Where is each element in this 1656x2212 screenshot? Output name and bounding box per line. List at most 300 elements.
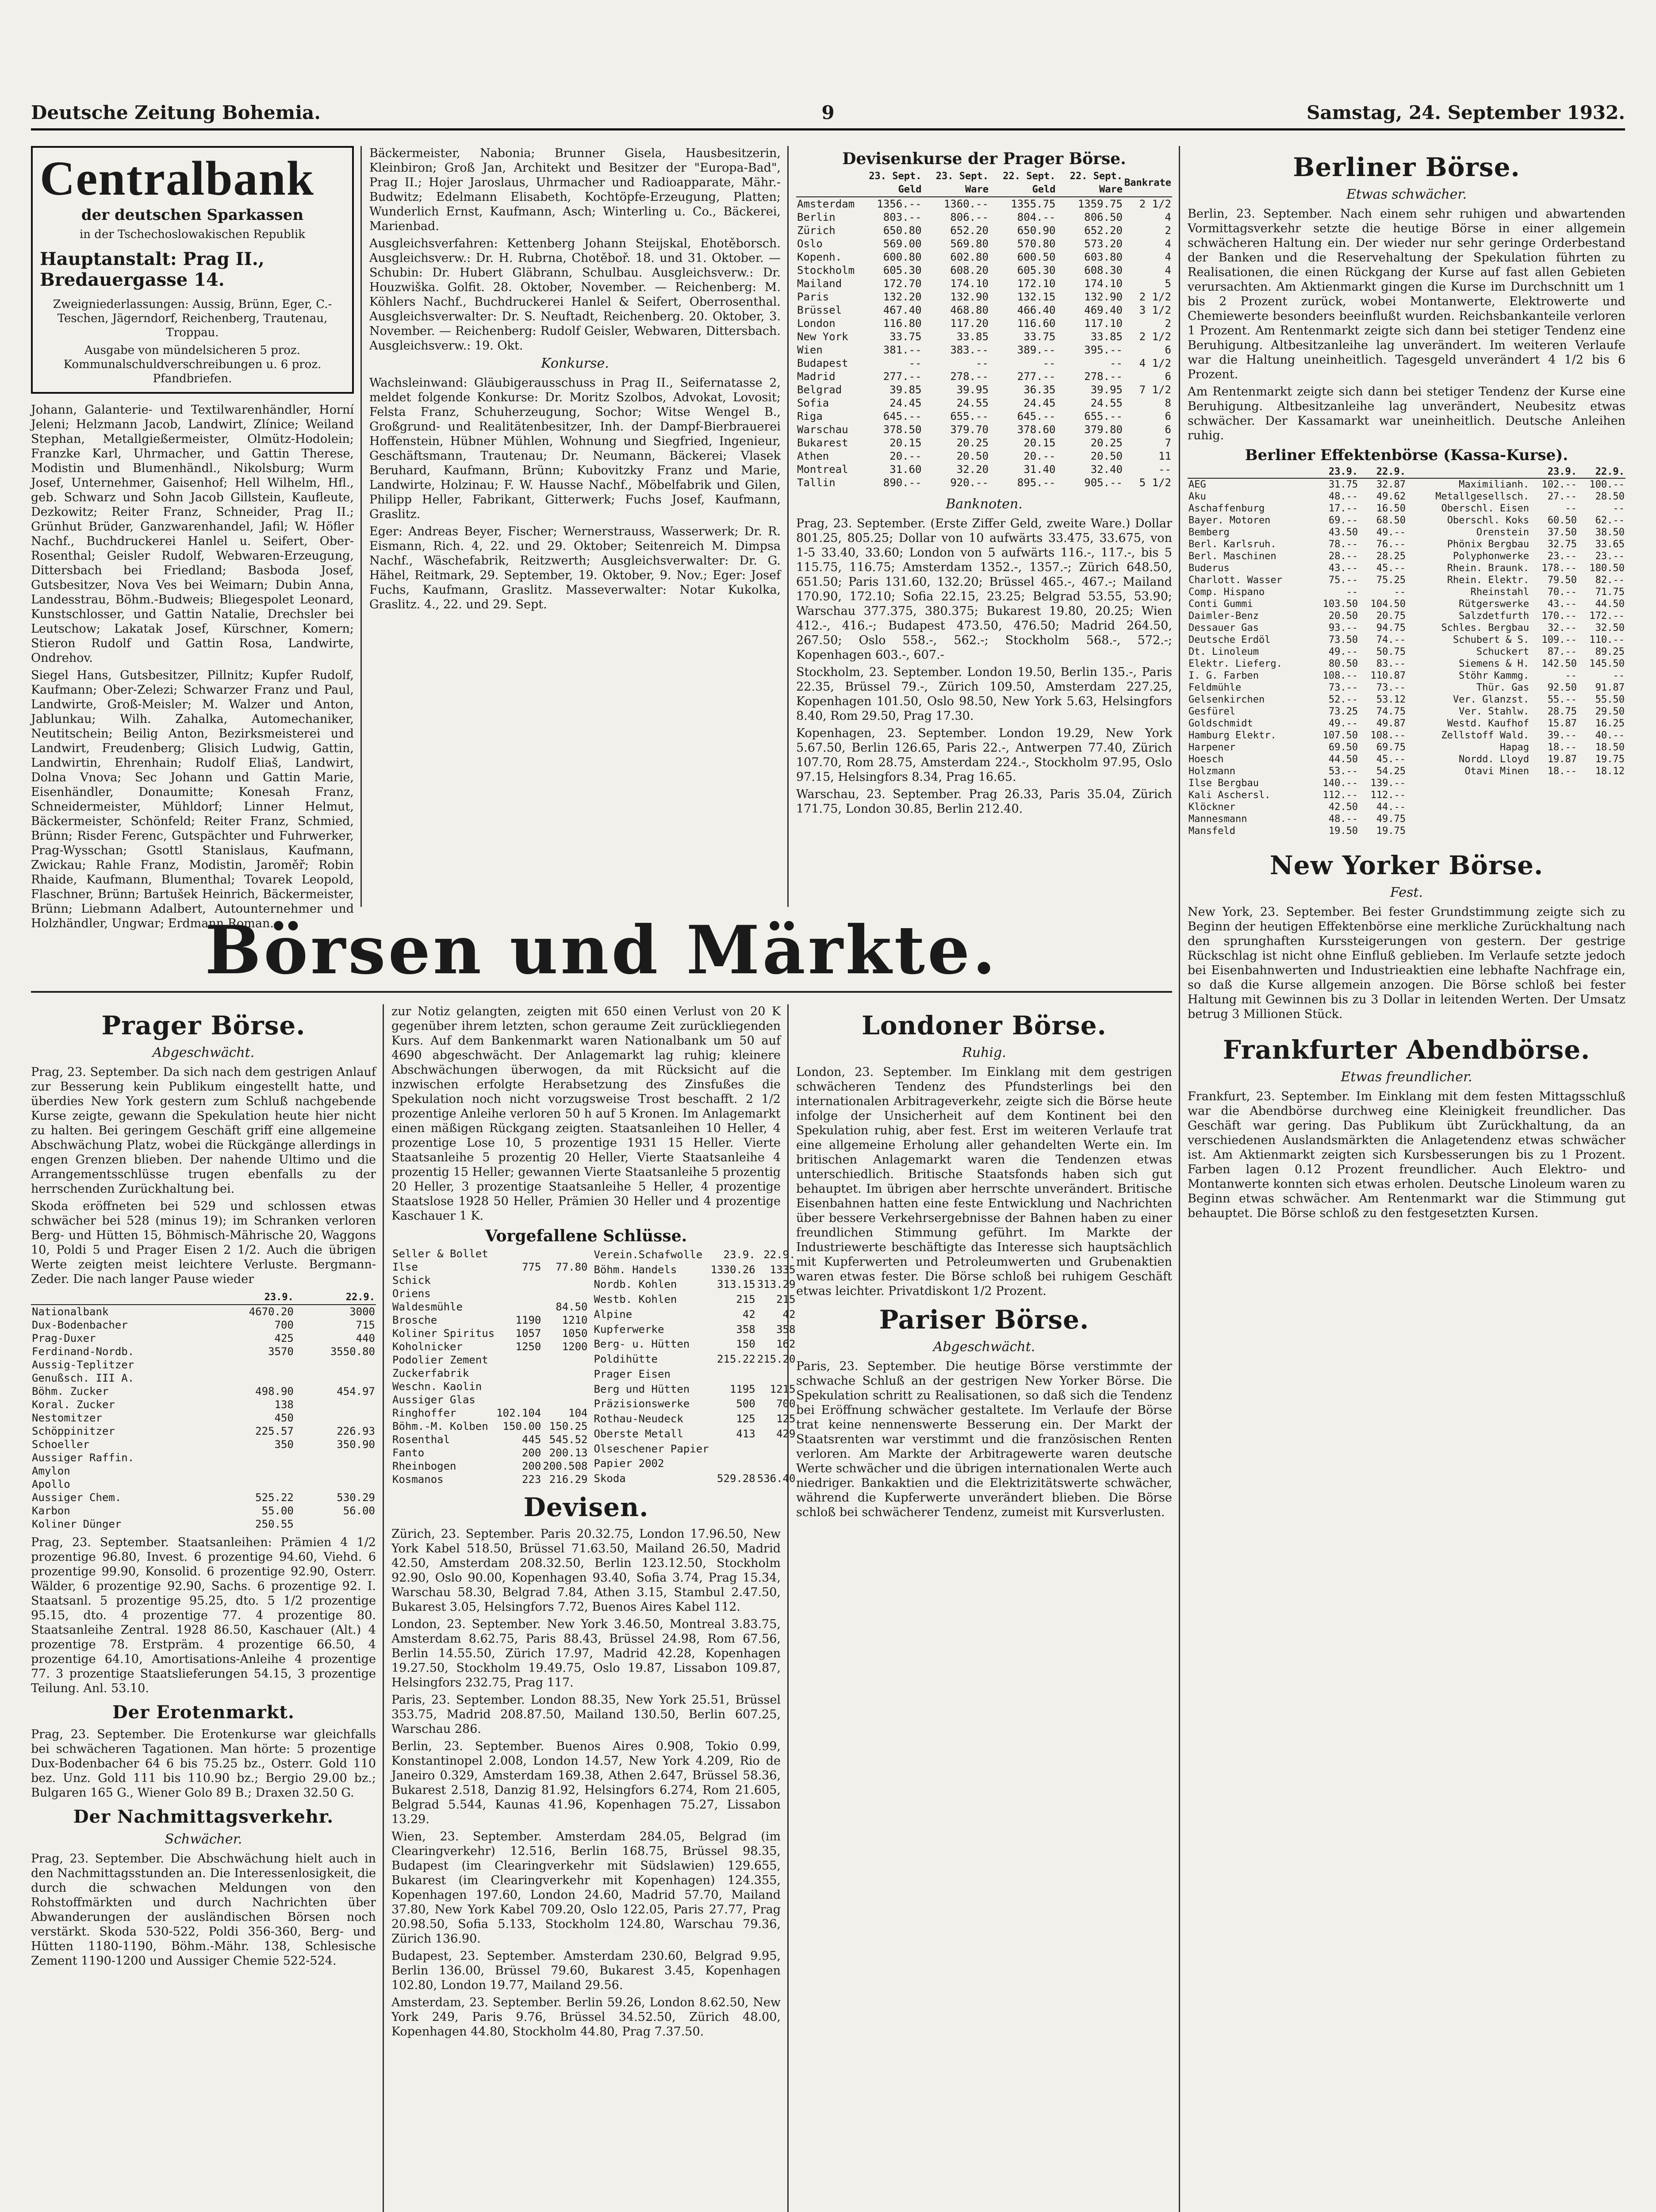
table-cell: 2 1/2 [1139,330,1171,343]
table-cell: 54.25 [1376,766,1406,777]
column-header [31,1291,213,1305]
pariser-sub: Abgeschwächt. [933,1339,1035,1355]
table-cell: Feldmühle [1188,682,1242,693]
table-cell [542,1353,588,1367]
devisen-text: Berlin, 23. September. Buenos Aires 0.908, Tokio 0.99, Konstantinopel 2.008, London 14.57, New York 4.209, Rio de Janeiro 0.329, Amsterdam 169.38, Athen 2.647, Brüssel 58.36, Bukarest 2.518, Danzig 81.92, Helsingfors 6.274, Rom 21.605, Belgrad 5.544, Kaunas 41.96, Kopenhagen 75.27, Lissabon 13.29. [391,1740,781,1826]
nachmittag-text: Prag, 23. September. Die Abschwächung hielt auch in den Nachmittagsstunden an. Die Interessenlosigkeit, die durch die schwachen Meldungen von den Rohstoffmärkten und durch Nachrichten über Abwanderungen der ausländischen Börsen noch verstärkt. Skoda 530-522, Poldi 356-360, Berg- und Hütten 1180-1190, Böhm.-Mähr. 138, Schlesische Zement 1190-1200 und Aussiger Chemie 522-524. [31,1852,376,1968]
table-cell: Holzmann [1188,766,1235,777]
table-cell: 49.-- [1328,718,1358,729]
ad-subtitle: der deutschen Sparkassen [81,206,304,224]
table-cell: Aschaffenburg [1188,503,1265,514]
vorgefallene3-row [593,1397,797,1412]
table-cell: 3550.80 [330,1345,375,1358]
table-cell: Zuckerfabrik [392,1367,469,1379]
table-cell: 602.80 [950,251,989,263]
table-cell: Hapag [1499,742,1530,753]
table-cell: Amylon [32,1465,70,1477]
table-cell: 19.75 [1595,754,1625,765]
table-cell [295,1371,376,1385]
table-cell: -- [1346,587,1358,598]
table-cell: 83.-- [1376,658,1406,669]
table-cell: Prag-Duxer [32,1332,96,1344]
table-cell: 277.-- [883,370,922,383]
column-header: Bankrate [1123,170,1172,197]
effekten-row [1188,586,1625,598]
table-cell: 24.45 [1024,397,1056,409]
table-cell: 77.80 [556,1261,588,1273]
table-cell: 378.50 [883,423,922,436]
effekten-row [1188,610,1625,622]
devisenkurse-row [796,410,1172,423]
table-cell: 1360.-- [943,198,989,210]
table-cell: 53.-- [1328,766,1358,777]
devisen-text: Zürich, 23. September. Paris 20.32.75, London 17.96.50, New York Kabel 518.50, Brüssel 71.63.50, Mailand 26.50, Madrid 42.50, Amsterdam 208.32.50, Berlin 123.12.50, Stockholm 92.90, Oslo 90.00, Kopenhagen 93.40, Sofia 3.74, Prag 15.34, Warschau 58.30, Belgrad 7.84, Athen 3.15, Stambul 2.47.50, Bukarest 3.05, Helsingfors 7.72, Buenos Aires Kabel 112. [391,1527,781,1614]
table-cell: 7 [1165,437,1171,449]
table-cell: Ilse Bergbau [1188,778,1259,789]
table-cell: Comp. Hispano [1188,587,1265,598]
vorgefallene2-row [391,1300,589,1313]
vorgefallene2-row [391,1433,589,1446]
table-cell: 804.-- [1017,211,1056,223]
table-cell: 172.10 [1017,277,1056,290]
ad-bank-name: Centralbank [40,151,314,205]
table-cell: 33.85 [956,330,989,343]
column-3-top [796,146,1172,907]
effekten-row [1188,825,1625,837]
ad-footer: Ausgabe von mündelsicheren 5 proz. Kommunalschuldverschreibungen u. 6 proz. Pfandbriefen. [63,344,322,385]
table-cell [495,1393,542,1406]
text-block: Eger: Andreas Beyer, Fischer; Wernerstrauss, Wasserwerk; Dr. R. Eismann, Rich. 4, 22. und 29. Oktober; Seitenreich M. Dimpsa Nachf., Wäschefabrik, Reitzwerth; Ausgleichsverwalter: Dr. G. Hähel, Reitmark, 29. September, 19. Oktober, 9. Nov.; Eger: Josef Fuchs, Kaufmann, Graslitz. Masseverwalter: Notar Kukolka, Graslitz. 4., 22. und 29. Sept. [369,525,781,611]
table-cell: 525.22 [255,1491,294,1504]
table-cell: 445 [521,1433,541,1446]
table-cell [710,1367,756,1382]
table-cell: Poldihütte [594,1353,658,1366]
table-cell: 603.80 [1084,251,1123,263]
table-cell: 39.-- [1547,730,1577,741]
table-cell: Sofia [797,397,829,409]
effekten-row [1188,658,1625,670]
table-cell: Stockholm [797,264,855,276]
column-rule [1179,146,1180,2212]
londoner-title: Londoner Börse. [862,1010,1107,1041]
table-cell: Ver. Glanzst. [1453,694,1530,705]
table-cell: 108.-- [1322,670,1358,681]
table-cell: 215 [776,1293,796,1306]
table-cell: 16.50 [1376,503,1406,514]
table-cell: 78.-- [1328,539,1358,550]
table-cell [1407,825,1530,837]
table-cell: 803.-- [883,211,922,223]
table-cell: 40.-- [1595,730,1625,741]
table-cell: 4 [1165,238,1171,250]
table-cell: 17.-- [1328,503,1358,514]
table-cell: 89.25 [1595,646,1625,657]
table-cell [710,1456,756,1471]
table-cell: 250.55 [255,1518,294,1530]
table-cell [1407,801,1530,813]
column-header [796,170,855,197]
table-cell: 29.50 [1595,706,1625,717]
table-cell: 3000 [349,1306,375,1318]
table-cell [1530,789,1578,801]
table-cell: Prager Eisen [594,1367,671,1380]
table-cell: Dux-Bodenbacher [32,1319,128,1331]
table-cell: 600.80 [883,251,922,263]
table-cell: 20.15 [1024,437,1056,449]
table-cell: Schuckert [1476,646,1530,657]
table-cell: 32.50 [1595,622,1625,634]
ausland-text: Stockholm, 23. September. London 19.50, Berlin 135.-, Paris 22.35, Brüssel 79.-, Zürich 109.50, Amsterdam 227.25, Kopenhagen 101.50, Oslo 98.50, New York 5.63, Helsingfors 8.40, Rom 29.50, Prag 17.30. [796,665,1172,723]
vorgefallene3-row [593,1352,797,1367]
devisen-text: Wien, 23. September. Amsterdam 284.05, Belgrad (im Clearingverkehr) 12.516, Berlin 168.75, Brüssel 98.35, Budapest (im Clearingverkehr mit Südslawien) 129.655, Bukarest (im Clearingverkehr mit Kopenhagen) 124.355, Kopenhagen 197.60, London 24.60, Madrid 57.70, Mailand 37.80, New York Kabel 709.20, Oslo 122.05, Paris 27.77, Prag 20.98.50, Sofia 5.133, Stockholm 124.80, Warschau 79.36, Zürich 136.90. [391,1830,781,1946]
vorgefallene2-row [391,1353,589,1367]
table-cell: Böhm.-M. Kolben [392,1420,488,1432]
vorgefallene3-row [593,1247,797,1262]
berliner-sub: Etwas schwächer. [1346,187,1467,202]
table-cell: Schick [392,1274,431,1286]
vorgefallene2-row [391,1420,589,1433]
nachmittag-sub: Schwächer. [165,1832,242,1847]
column-2-top [369,146,781,907]
table-cell: Aussiger Glas [392,1394,475,1406]
masthead-date: Samstag, 24. September 1932. [1307,102,1625,123]
devisen-text: Paris, 23. September. London 88.35, New York 25.51, Brüssel 353.75, Madrid 208.87.50, Mailand 130.50, Berlin 607.25, Warschau 286. [391,1693,781,1736]
column-header: 22. Sept. Geld [989,170,1056,197]
table-cell [1407,777,1530,789]
table-cell: 806.-- [950,211,989,223]
table-cell [213,1358,295,1371]
table-cell: 150.25 [549,1420,588,1432]
table-cell: Aussiger Chem. [32,1491,122,1504]
vorgefallene2-row [391,1446,589,1459]
table-cell [295,1358,376,1371]
ad-address: Hauptanstalt: Prag II., Bredauergasse 14. [40,249,264,290]
devisenkurse-row [796,197,1172,211]
table-cell [756,1367,797,1382]
table-cell: 215 [736,1293,755,1306]
table-cell: 140.-- [1322,778,1358,789]
table-cell: Berl. Karlsruh. [1188,539,1276,550]
table-cell: 103.50 [1322,599,1358,610]
table-cell: 55.-- [1547,694,1577,705]
vorgefallene3-row [593,1471,797,1486]
table-cell: Apollo [32,1478,70,1490]
erotenmarkt-title: Der Erotenmarkt. [112,1702,295,1723]
table-cell [495,1367,542,1380]
devisenkurse-row [796,224,1172,237]
effekten-row [1188,753,1625,765]
table-cell: 91.87 [1595,682,1625,693]
table-cell: Ferdinand-Nordb. [32,1345,134,1358]
table-cell: 33.75 [889,330,922,343]
newyorker-text: New York, 23. September. Bei fester Grundstimmung zeigte sich zu Beginn der heutigen Effektenbörse eine merkliche Zurückhaltung nach den sprunghaften Kurssteigerungen von gestern. Der gestrige Rückschlag ist nicht ohne Einfluß geblieben. Im Verlaufe setzte jedoch bei Eisenbahnwerten und Industrieaktien eine lebhafte Nachfrage ein, so daß die Kurse allgemein anzogen. Die Börse schloß bei fester Haltung mit Gewinnen bis zu 3 Dollar in leitenden Werten. Der Umsatz betrug 3 Millionen Stück. [1188,905,1625,1021]
table-cell: Oriens [392,1287,431,1300]
table-cell: 1195 [729,1382,755,1395]
vorgefallene-row [31,1398,376,1411]
page-header [31,102,1625,131]
effekten-row [1188,478,1625,491]
table-cell: 45.-- [1376,563,1406,574]
table-cell: 8 [1165,397,1171,409]
table-cell: Aussig-Teplitzer [32,1359,134,1371]
table-cell: 605.30 [1017,264,1056,276]
table-cell: Kali Aschersl. [1188,790,1271,801]
table-cell [1530,813,1578,825]
table-cell: Bukarest [797,437,848,449]
table-cell: 7 1/2 [1139,384,1171,396]
table-cell: -- [1565,503,1577,514]
vorgefallene2-row [391,1247,589,1260]
table-cell: Belgrad [797,384,842,396]
vorgefallene2-row [391,1459,589,1473]
vorgefallene2-row [391,1393,589,1406]
table-cell: 75.25 [1376,575,1406,586]
pariser-title: Pariser Börse. [879,1305,1089,1335]
table-cell: Oslo [797,238,823,250]
vorgefallene2-row [391,1287,589,1300]
column-header: 23. Sept. Ware [923,170,989,197]
table-cell: 73.-- [1328,682,1358,693]
column-header: 22.9. [1359,466,1407,478]
column-header: 23.9. [1311,466,1359,478]
table-cell: 49.87 [1376,718,1406,729]
table-cell: 138 [274,1398,294,1411]
table-cell [542,1247,588,1260]
effekten-row [1188,682,1625,694]
table-cell: 37.50 [1547,527,1577,538]
table-cell: 109.-- [1541,634,1577,645]
table-cell: Athen [797,450,829,462]
table-cell: 573.20 [1084,238,1123,250]
prager-boerse-title: Prager Börse. [101,1010,306,1041]
table-cell: Gesfürel [1188,706,1235,717]
table-cell: 80.50 [1328,658,1358,669]
table-cell: Rhein. Elektr. [1447,575,1530,586]
effekten-title: Berliner Effektenbörse (Kassa-Kurse). [1245,446,1568,464]
table-cell: 1050 [562,1327,588,1340]
table-cell: Karbon [32,1505,70,1517]
vorgefallene3-row [593,1411,797,1426]
table-cell: 200.508 [543,1460,588,1472]
table-cell: Genußsch. III A. [32,1372,134,1384]
ausland-text: Kopenhagen, 23. September. London 19.29, New York 5.67.50, Berlin 126.65, Paris 22.-, Antwerpen 77.40, Zürich 107.70, Rom 28.75, Amsterdam 224.-, Stockholm 97.95, Oslo 97.15, Helsingfors 8.34, Prag 16.65. [796,726,1172,784]
table-cell: 200 [521,1447,541,1459]
devisenkurse-row [796,317,1172,330]
table-cell [542,1393,588,1406]
table-cell: Verein.Schafwolle [594,1248,703,1261]
frankfurter-title: Frankfurter Abendbörse. [1223,1035,1591,1065]
table-cell: 20.50 [1090,450,1123,462]
table-cell: 715 [356,1319,375,1331]
frankfurter-text: Frankfurt, 23. September. Im Einklang mit dem festen Mittagsschluß war die Abendbörse durchweg eine Kleinigkeit freundlicher. Das Geschäft war gering. Das Publikum übt Zurückhaltung, da an verschiedenen Auslandsmärkten die Anlagetendenz etwas schwächer ist. Am Aktienmarkt zeigten sich Kursbesserungen bis zu 1 Prozent. Farben lagen 0.12 Prozent freundlicher. Auch Elektro- und Montanwerte konnten sich etwas erholen. Deutsche Linoleum waren zu Beginn etwas schwächer. Am Rentenmarkt war die Stimmung gut behauptet. Die Börse schloß zu den festgesetzten Kursen. [1188,1090,1625,1220]
text-block: Bäckermeister, Nabonia; Brunner Gisela, Hausbesitzerin, Kleinbiron; Groß Jan, Architekt und Besitzer der "Europa-Bad", Prag II.; Hojer Jaroslaus, Uhrmacher und Radioapparate, Mähr.-Budwitz; Edelmann Elisabeth, Kochtöpfe-Erzeugung, Platten; Wunderlich Ernst, Kaufmann, Asch; Winterling u. Co., Bäckerei, Marienbad. [369,146,781,233]
table-cell: 425 [274,1332,294,1344]
text-block: Ausgleichsverfahren: Kettenberg Johann Steijskal, Ehotěborsch. Ausgleichsverw.: Dr. H. Rubrna, Chotěboř. 18. und 31. Oktober. — Schubin: Dr. Hubert Gläbrann, Schulbau. Ausgleichsverw.: Dr. Houzwiška. Golfit. 28. Oktober, November. — Reichenberg: M. Köhlers Nachf., Buchdruckerei Hanlel & Seifert, Oberrosenthal. Ausgleichsverwalter: Dr. S. Neuftadt, Reichenberg. 20. Oktober, 3. November. — Reichenberg: Rudolf Geisler, Webwaren, Dittersbach. Ausgleichsverw.: 19. Okt. [369,237,781,353]
table-cell [1578,777,1625,789]
table-cell: Ver. Stahlw. [1459,706,1530,717]
table-cell: 69.75 [1376,742,1406,753]
table-cell: 49.-- [1328,646,1358,657]
table-cell: 73.-- [1376,682,1406,693]
table-cell [756,1441,797,1456]
table-cell: Schöppinitzer [32,1425,115,1437]
table-cell: 48.-- [1328,491,1358,502]
table-cell: 413 [736,1427,755,1440]
effekten-row [1188,730,1625,741]
table-cell: 172.-- [1589,611,1625,622]
table-cell: 116.80 [883,317,922,330]
table-cell: 468.80 [950,304,989,316]
vorgefallene3-row [593,1441,797,1456]
berliner-text: Berlin, 23. September. Nach einem sehr ruhigen und abwartenden Vormittagsverkehr setzte die heutige Börse in einer allgemein schwächeren Haltung ein. Der wieder nur sehr geringe Orderbestand der Banken und die Reservehaltung der Spekulation führten zu Realisationen, die einen Rückgang der Kurse auf fast allen Gebieten verursachten. Am Aktienmarkt gingen die Kurse im Durchschnitt um 1 bis 2 Prozent zurück, wobei Montanwerte, Elektrowerte und Chemiewerte besonders beeinflußt wurden. Reichsbankanteile verloren 1 Prozent. Am Rentenmarkt zeigte sich dann bei stetiger Tendenz eine Beruhigung. Altbesitzanleihe lag unverändert. Im weiteren Verlaufe war die Haltung uneinheitlich. Tagesgeld unverändert 4 1/2 bis 6 Prozent. [1188,207,1625,381]
table-cell: New York [797,330,848,343]
table-cell: 1335 [770,1263,796,1276]
table-cell: 775 [521,1261,541,1273]
table-cell: 84.50 [556,1301,588,1313]
table-cell: Nestomitzer [32,1412,102,1424]
table-cell: 112.-- [1370,790,1406,801]
table-cell: 278.-- [950,370,989,383]
table-cell: 75.-- [1328,575,1358,586]
table-cell: -- [976,357,989,369]
table-cell [1578,813,1625,825]
table-cell [710,1441,756,1456]
table-cell: 132.15 [1017,291,1056,303]
table-cell: Nationalbank [32,1306,109,1318]
table-cell [495,1247,542,1260]
table-cell: 389.-- [1017,344,1056,356]
table-cell: 132.20 [883,291,922,303]
vorgefallene2-row [391,1260,589,1274]
prager-boerse-sub: Abgeschwächt. [152,1045,255,1060]
table-cell: 28.50 [1595,491,1625,502]
table-cell: 20.15 [889,437,922,449]
table-cell: 20.25 [956,437,989,449]
table-cell: 32.87 [1376,479,1406,490]
table-cell: -- [1110,357,1123,369]
vorgefallene-row [31,1318,376,1332]
table-cell: Nordb. Kohlen [594,1278,677,1291]
vorgefallene2-row [391,1380,589,1393]
berliner-text: Am Rentenmarkt zeigte sich dann bei stetiger Tendenz der Kurse eine Beruhigung. Altbesitzanleihe lag unverändert, Neubesitz etwas schwächer. Der Kassamarkt war uneinheitlich. Deutsche Anleihen ruhig. [1188,385,1625,442]
effekten-row [1188,646,1625,658]
table-cell: 500 [736,1398,755,1410]
vorgefallene2-row [391,1313,589,1327]
konkurse-heading: Konkurse. [541,356,609,371]
table-cell: 608.20 [950,264,989,276]
table-cell: 313.15 [717,1278,755,1291]
table-cell: 20.50 [1328,611,1358,622]
table-cell: 3570 [268,1345,294,1358]
table-cell: 117.20 [950,317,989,330]
table-cell: Mannesmann [1188,814,1247,825]
devisenkurse-row [796,303,1172,317]
table-cell: 68.50 [1376,515,1406,526]
devisenkurse-row [796,423,1172,436]
table-cell: Zürich [797,224,836,237]
table-cell: 150.00 [502,1420,541,1432]
table-cell: Papier 2002 [594,1457,664,1470]
effekten-row [1188,491,1625,503]
table-cell: Koliner Spiritus [392,1327,495,1340]
vorgefallene-row [31,1305,376,1318]
table-cell: Olseschener Papier [594,1442,709,1455]
table-cell: 2 [1165,317,1171,330]
effekten-row [1188,694,1625,706]
table-cell: 605.30 [883,264,922,276]
table-cell [542,1274,588,1287]
table-cell: 18.-- [1547,742,1577,753]
table-cell [1407,813,1530,825]
table-cell: 4 [1165,264,1171,276]
table-cell: 379.80 [1084,423,1123,436]
effekten-row [1188,550,1625,562]
table-cell: 530.29 [337,1491,375,1504]
table-cell: 70.-- [1547,587,1577,598]
table-cell [495,1380,542,1393]
table-cell: 50.75 [1376,646,1406,657]
table-cell: 108.-- [1370,730,1406,741]
table-cell: 170.-- [1541,611,1577,622]
table-cell: 142.50 [1541,658,1577,669]
table-cell: 1356.-- [877,198,922,210]
devisenkurse-header-row [796,170,1172,197]
vorgefallene-table-3 [593,1247,797,1486]
table-cell: 4 1/2 [1139,357,1171,369]
effekten-row [1188,598,1625,610]
devisen-text: Budapest, 23. September. Amsterdam 230.60, Belgrad 9.95, Berlin 136.00, Brüssel 79.60, Bukarest 3.45, Kopenhagen 102.80, London 19.77, Mailand 29.56. [391,1949,781,1992]
table-cell: 5 1/2 [1139,476,1171,489]
table-cell: Koliner Dünger [32,1518,122,1530]
table-cell: Aku [1188,491,1206,502]
table-cell: 18.12 [1595,766,1625,777]
table-cell: 1330.26 [710,1263,755,1276]
effekten-row [1188,813,1625,825]
table-cell: 358 [736,1323,755,1336]
table-cell: 16.25 [1595,718,1625,729]
table-cell: 174.10 [1084,277,1123,290]
table-cell [295,1478,376,1491]
effekten-row [1188,670,1625,682]
table-cell: 48.-- [1328,814,1358,825]
vorgefallene-row [31,1491,376,1504]
table-cell: Stöhr Kammg. [1459,670,1530,681]
table-cell: Nordd. Lloyd [1459,754,1530,765]
table-cell: 350 [274,1438,294,1451]
table-cell: 378.60 [1017,423,1056,436]
table-cell: 545.52 [549,1433,588,1446]
vorgefallene-row [31,1478,376,1491]
table-cell: 32.-- [1547,622,1577,634]
vorgefallene-row [31,1345,376,1358]
table-cell: 31.60 [889,463,922,476]
effekten-row [1188,765,1625,777]
devisenkurse-row [796,343,1172,357]
table-cell: 655.-- [950,410,989,422]
table-cell: -- [1613,670,1625,681]
table-cell: 43.-- [1328,563,1358,574]
table-cell: 216.29 [549,1473,588,1486]
table-cell: Kosmanos [392,1473,444,1486]
table-cell: Böhm. Handels [594,1263,677,1276]
table-cell [213,1464,295,1478]
londoner-sub: Ruhig. [962,1045,1006,1060]
table-cell: 23.-- [1547,551,1577,562]
table-cell: 536.40 [757,1472,796,1485]
table-cell: 2 1/2 [1139,291,1171,303]
table-cell: Wien [797,344,823,356]
vorgefallene2-row [391,1367,589,1380]
